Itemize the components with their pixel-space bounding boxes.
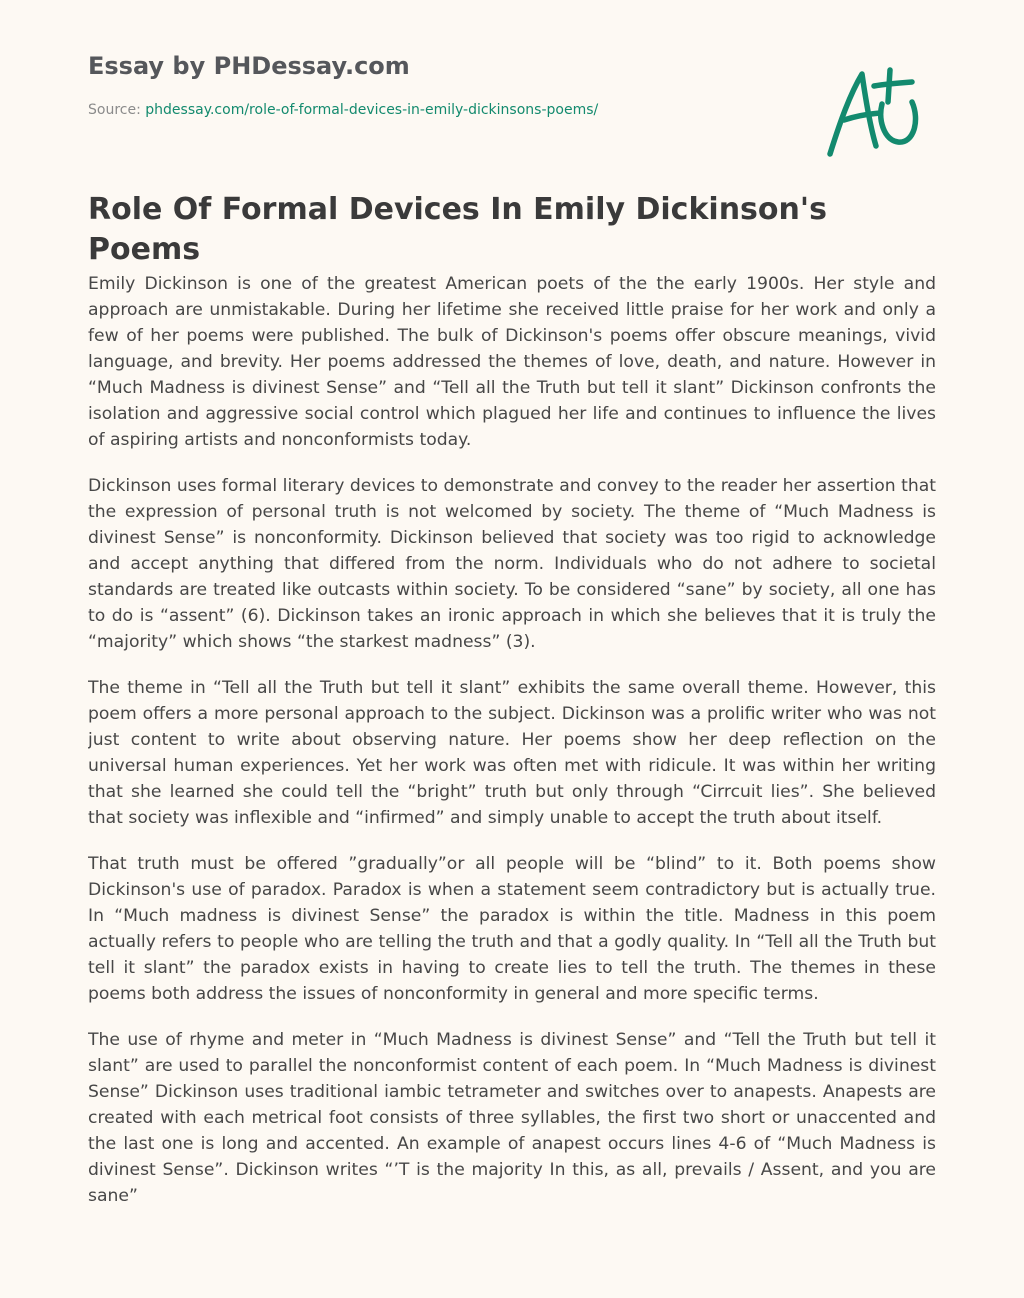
- essay-paragraph: Emily Dickinson is one of the greatest American poets of the the early 1900s. Her style and approach are unmistakable. During her lifetime she received little praise for her work and only a few of her poems were published. The bulk of Dickinson's poems offer obscure meanings, vivid language, and brevity. Her poems addressed the themes of love, death, and nature. However in “Much Madness is divinest Sense” and “Tell all the Truth but tell it slant” Dickinson confronts the isolation and aggressive social control which plagued her life and continues to influence the lives of aspiring artists and nonconformists today.: [88, 274, 936, 450]
- essay-paragraph: The theme in “Tell all the Truth but tell it slant” exhibits the same overall theme. However, this poem offers a more personal approach to the subject. Dickinson was a prolific writer who was not just content to write about observing nature. Her poems show her deep reflection on the universal human experiences. Yet her work was often met with ridicule. It was within her writing that she learned she could tell the “bright” truth but only through “Cirrcuit lies”. She believed that society was inflexible and “infirmed” and simply unable to accept the truth about itself.: [88, 678, 936, 828]
- essay-paragraph: Dickinson uses formal literary devices to demonstrate and convey to the reader her assertion that the expression of personal truth is not welcomed by society. The theme of “Much Madness is divinest Sense” is nonconformity. Dickinson believed that society was too rigid to acknowledge and accept anything that differed from the norm. Individuals who do not adhere to societal standards are treated like outcasts within society. To be considered “sane” by society, all one has to do is “assent” (6). Dickinson takes an ironic approach in which she believes that it is truly the “majority” which shows “the starkest madness” (3).: [88, 476, 936, 652]
- essay-title: Role Of Formal Devices In Emily Dickinson's Poems: [88, 192, 827, 267]
- source-link[interactable]: phdessay.com/role-of-formal-devices-in-emily-dickinsons-poems/: [145, 102, 599, 118]
- essay-body: [88, 271, 936, 1250]
- source-label: Source:: [88, 102, 146, 118]
- essay-paragraph: The use of rhyme and meter in “Much Madness is divinest Sense” and “Tell the Truth but tell it slant” are used to parallel the nonconformist content of each poem. In “Much Madness is divinest Sense” Dickinson uses traditional iambic tetrameter and switches over to anapests. Anapests are created with each metrical foot consists of three syllables, the first two short or unaccented and the last one is long and accented. An example of anapest occurs lines 4-6 of “Much Madness is divinest Sense”. Dickinson writes “’T is the majority In this, as all, prevails / Assent, and you are sane”: [88, 1030, 936, 1206]
- essay-paragraph: That truth must be offered ”gradually”or all people will be “blind” to it. Both poems show Dickinson's use of paradox. Paradox is when a statement seem contradictory but is actually true. In “Much madness is divinest Sense” the paradox is within the title. Madness in this poem actually refers to people who are telling the truth and that a godly quality. In “Tell all the Truth but tell it slant” the paradox exists in having to create lies to tell the truth. The themes in these poems both address the issues of nonconformity in general and more specific terms.: [88, 854, 936, 1004]
- a-plus-grade-icon: [822, 64, 932, 160]
- site-brand: Essay by PHDessay.com: [88, 52, 410, 80]
- page-header: [88, 50, 788, 120]
- source-line: [88, 100, 788, 120]
